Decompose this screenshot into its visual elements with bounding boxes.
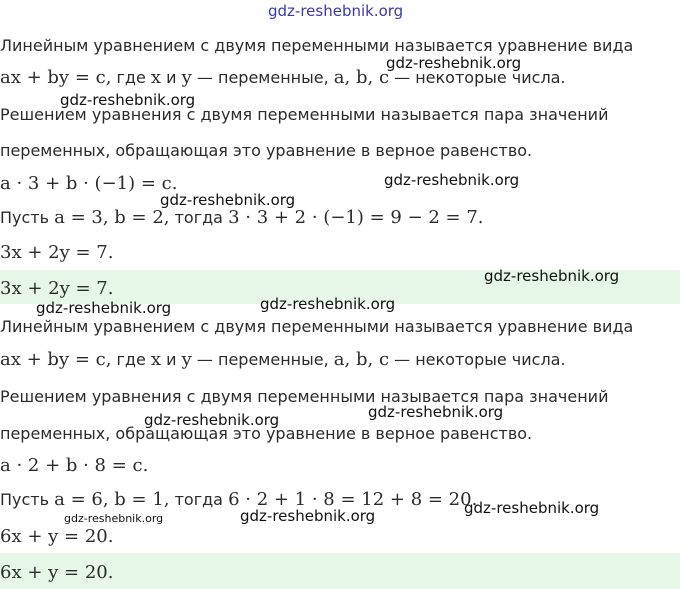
definition-text: — переменные, [191, 68, 334, 87]
definition-text: — переменные, [191, 350, 334, 369]
let-text: Пусть [0, 490, 55, 509]
computation: 3 · 3 + 2 · (−1) = 9 − 2 = 7. [228, 207, 484, 228]
variable-y: y [181, 349, 192, 370]
answer-equation: 3x + 2y = 7. [0, 278, 114, 299]
watermark: gdz-reshebnik.org [240, 507, 376, 525]
watermark: gdz-reshebnik.org [64, 512, 164, 525]
definition-text: и [161, 68, 182, 87]
definition-line-4: переменных, обращающая это уравнение в верное равенство. [0, 424, 533, 443]
variable-x: x [150, 67, 162, 88]
watermark-top: gdz-reshebnik.org [268, 2, 404, 20]
watermark: gdz-reshebnik.org [36, 299, 172, 317]
chosen-values: a = 6, b = 1, [54, 489, 170, 510]
watermark: gdz-reshebnik.org [368, 403, 504, 421]
coefficients: a, b, c [333, 349, 390, 370]
chosen-values: a = 3, b = 2, [54, 207, 170, 228]
result-equation: 3x + 2y = 7. [0, 242, 114, 263]
definition-text: и [161, 350, 182, 369]
then-text: тогда [169, 208, 229, 227]
definition-line-2 [0, 350, 566, 370]
equation-general-form: ax + by = c, [0, 349, 112, 370]
watermark: gdz-reshebnik.org [260, 295, 396, 313]
variable-x: x [150, 349, 162, 370]
definition-text: — некоторые числа. [389, 68, 566, 87]
definition-line-3: Решением уравнения с двумя переменными называется пара значений [0, 387, 609, 406]
watermark: gdz-reshebnik.org [144, 411, 280, 429]
watermark: gdz-reshebnik.org [386, 54, 522, 72]
substituted-equation: a · 3 + b · (−1) = c. [0, 173, 178, 194]
then-text: тогда [169, 490, 229, 509]
let-line [0, 490, 477, 510]
let-text: Пусть [0, 208, 55, 227]
watermark: gdz-reshebnik.org [464, 499, 600, 517]
definition-line-1: Линейным уравнением с двумя переменными называется уравнение вида [0, 36, 634, 55]
definition-line-3: Решением уравнения с двумя переменными называется пара значений [0, 105, 609, 124]
definition-text: где [111, 350, 151, 369]
definition-text: — некоторые числа. [389, 350, 566, 369]
let-line [0, 208, 484, 228]
substituted-equation: a · 2 + b · 8 = c. [0, 455, 149, 476]
result-equation: 6x + y = 20. [0, 526, 114, 547]
watermark: gdz-reshebnik.org [160, 191, 296, 209]
answer-equation: 6x + y = 20. [0, 562, 114, 583]
watermark: gdz-reshebnik.org [484, 267, 620, 285]
watermark: gdz-reshebnik.org [384, 171, 520, 189]
coefficients: a, b, c [333, 67, 390, 88]
equation-general-form: ax + by = c, [0, 67, 112, 88]
definition-line-1: Линейным уравнением с двумя переменными называется уравнение вида [0, 317, 634, 336]
variable-y: y [181, 67, 192, 88]
computation: 6 · 2 + 1 · 8 = 12 + 8 = 20. [228, 489, 478, 510]
definition-text: где [111, 68, 151, 87]
definition-line-4: переменных, обращающая это уравнение в верное равенство. [0, 141, 533, 160]
watermark: gdz-reshebnik.org [60, 91, 196, 109]
